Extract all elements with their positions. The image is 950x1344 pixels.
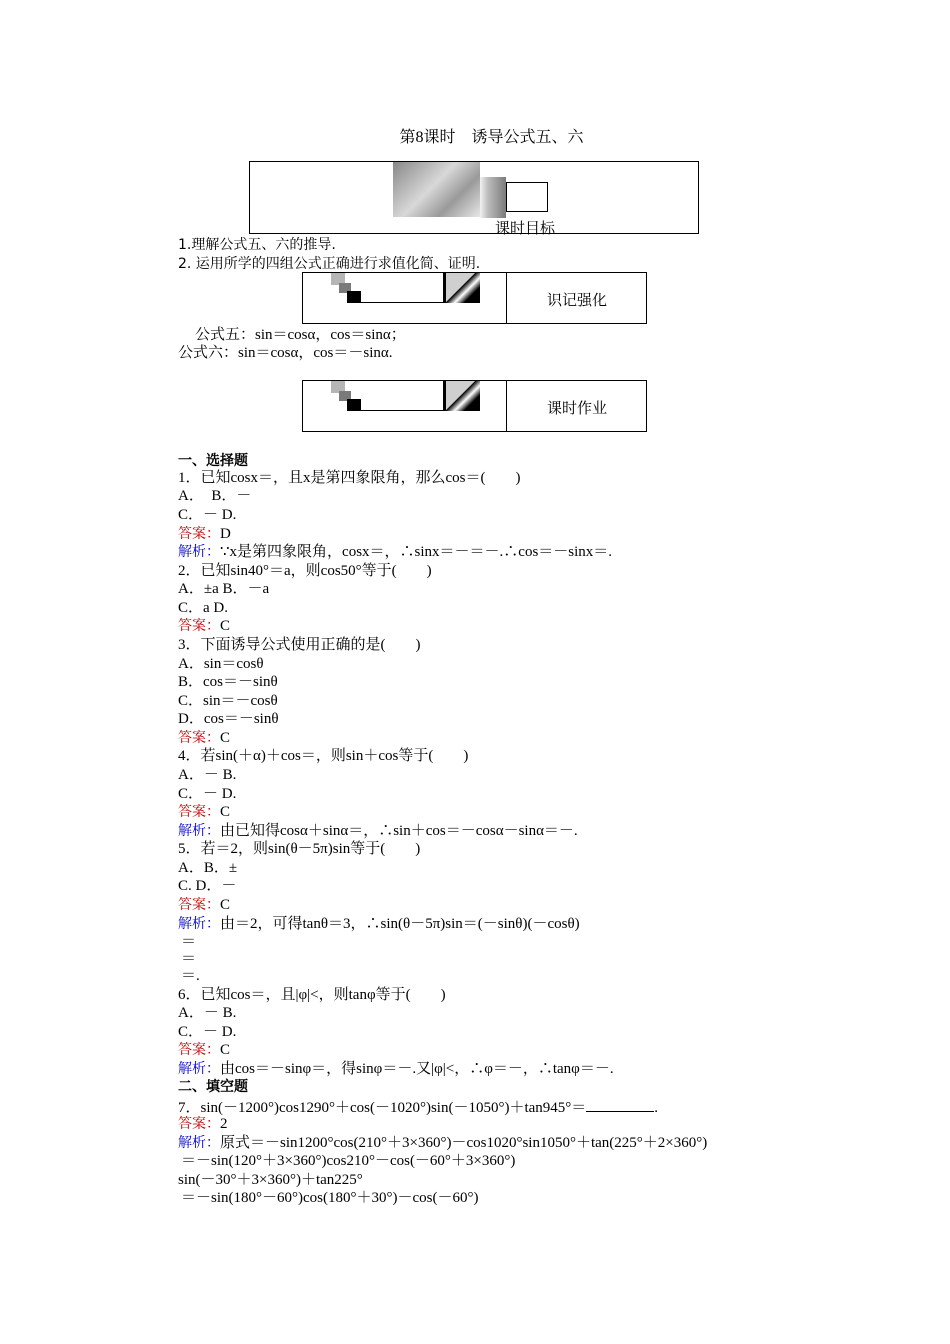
line-text: C．－ D. (178, 786, 237, 802)
line-text: C．a D. (178, 600, 228, 616)
line-q1 (178, 469, 520, 487)
banner-decoration (347, 291, 361, 303)
banner-decoration-tile (446, 273, 480, 303)
line-text: C．－ D. (178, 507, 237, 523)
line-text: A．－ B. (178, 1005, 237, 1021)
answer-label: 答案： (178, 1116, 220, 1132)
banner-homework-label: 课时作业 (546, 399, 607, 417)
line-q2ab (178, 580, 269, 598)
line-text: 5．若＝2，则sin(θ－5π)sin等于( ) (178, 841, 421, 857)
line-q4ab (178, 766, 236, 784)
goal-1: 1.理解公式五、六的推导. (178, 237, 336, 253)
banner-memory (302, 272, 647, 324)
line-q1ab (178, 487, 251, 505)
line-q5jx (178, 915, 580, 933)
answer-label: 答案： (178, 1042, 220, 1058)
line-text: ＝ (181, 951, 197, 967)
line-q6cd (178, 1023, 236, 1041)
line-q3c (178, 692, 278, 710)
line-q1ans (178, 525, 231, 543)
banner-homework (302, 380, 647, 432)
line-text: D (220, 526, 231, 542)
analysis-label: 解析： (178, 916, 220, 932)
line-text: 由＝2，可得tanθ＝3，∴sin(θ－5π)sin＝(－sinθ)(－cosθ) (220, 916, 580, 932)
line-text: C (220, 730, 231, 746)
line-q6jx (178, 1060, 614, 1078)
line-text: 7．sin(－1200°)cos1290°＋cos(－1020°)sin(－1050°)＋tan945°＝ (178, 1100, 587, 1116)
line-q3b (178, 673, 278, 691)
line-q7e3 (181, 1189, 478, 1207)
line-q7 (178, 1097, 658, 1117)
answer-label: 答案： (178, 730, 220, 746)
line-text: 4．若sin(＋α)＋cos＝，则sin＋cos等于( ) (178, 748, 469, 764)
line-q5e2 (181, 950, 196, 968)
line-q4ans (178, 803, 230, 821)
line-q2cd (178, 599, 228, 617)
page-title: 第8课时 诱导公式五、六 (399, 129, 584, 146)
line-q3ans (178, 729, 230, 747)
formula-six: 公式六：sin＝cosα，cos＝－sinα. (178, 345, 393, 361)
line-q6 (178, 986, 446, 1004)
banner-decoration (393, 162, 480, 217)
line-q5e1 (181, 933, 196, 951)
line-text: 6．已知cos＝，且|φ|<，则tanφ等于( ) (178, 987, 446, 1003)
line-text: ＝ (181, 934, 197, 950)
analysis-label: 解析： (178, 1061, 220, 1077)
analysis-label: 解析： (178, 1135, 220, 1151)
banner-decoration-box (506, 182, 548, 212)
line-text: D．cos＝－sinθ (178, 711, 279, 727)
line-q3d (178, 710, 279, 728)
line-text: 1．已知cosx＝，且x是第四象限角，那么cos＝( ) (178, 470, 521, 486)
line-q3 (178, 636, 421, 654)
line-text: 由cos＝－sinφ＝，得sinφ＝－.又|φ|<，∴φ＝－，∴tanφ＝－. (220, 1061, 614, 1077)
line-sec2 (178, 1078, 248, 1096)
line-text: C (220, 804, 231, 820)
line-text: A．－ B. (178, 767, 237, 783)
answer-label: 答案： (178, 804, 220, 820)
line-q7jx (178, 1134, 707, 1152)
line-text: C (220, 618, 231, 634)
banner-lesson-goals (249, 161, 699, 237)
line-q7e2 (178, 1171, 363, 1189)
line-q5e3 (181, 967, 200, 985)
answer-label: 答案： (178, 897, 220, 913)
banner-decoration-tile (446, 381, 480, 411)
goal-2: 2. 运用所学的四组公式正确进行求值化简、证明. (178, 256, 481, 272)
analysis-label: 解析： (178, 544, 220, 560)
line-text: 二、填空题 (178, 1079, 248, 1095)
line-text: 由已知得cosα＋sinα＝，∴sin＋cos＝－cosα－sinα＝－. (220, 823, 578, 839)
banner-decoration (347, 399, 361, 411)
line-q4 (178, 747, 468, 765)
line-q4jx (178, 822, 578, 840)
line-text: C．－ D. (178, 1024, 237, 1040)
answer-label: 答案： (178, 618, 220, 634)
line-q5ans (178, 896, 230, 914)
analysis-label: 解析： (178, 823, 220, 839)
line-text: C (220, 897, 231, 913)
answer-label: 答案： (178, 526, 220, 542)
line-text: ＝. (181, 968, 200, 984)
line-text: B．cos＝－sinθ (178, 674, 278, 690)
line-text: C. D．－ (178, 878, 237, 894)
line-q1jx (178, 543, 612, 561)
line-text: 2．已知sin40°＝a，则cos50°等于( ) (178, 563, 432, 579)
line-text: 3．下面诱导公式使用正确的是( ) (178, 637, 421, 653)
formula-five: 公式五：sin＝cosα，cos＝sinα； (195, 327, 406, 343)
banner-decoration-line (361, 302, 443, 303)
line-q6ans (178, 1041, 230, 1059)
line-q3a (178, 655, 264, 673)
answer-blank (586, 1097, 654, 1112)
line-q2ans (178, 617, 230, 635)
line-text: ∵x是第四象限角，cosx＝，∴sinx＝－＝－.∴cos＝－sinx＝. (220, 544, 613, 560)
banner-goals-label: 课时目标 (494, 219, 555, 237)
line-q7e1 (181, 1152, 515, 1170)
line-text: A．sin＝cosθ (178, 656, 264, 672)
line-q5 (178, 840, 420, 858)
line-text: ＝－sin(120°＋3×360°)cos210°－cos(－60°＋3×360°) (181, 1153, 516, 1169)
line-q5cd (178, 877, 236, 895)
line-q2 (178, 562, 432, 580)
line-text: . (654, 1100, 659, 1116)
line-text: 原式＝－sin1200°cos(210°＋3×360°)－cos1020°sin1050°＋tan(225°＋2×360°) (220, 1135, 708, 1151)
line-text: A．B．± (178, 860, 238, 876)
line-text: sin(－30°＋3×360°)＋tan225° (178, 1172, 363, 1188)
line-text: C (220, 1042, 231, 1058)
section-heading: 一、选择题 (178, 453, 248, 469)
line-text: 2 (220, 1116, 228, 1132)
line-q6ab (178, 1004, 236, 1022)
line-text: ＝－sin(180°－60°)cos(180°＋30°)－cos(－60°) (181, 1190, 479, 1206)
banner-memory-label: 识记强化 (546, 291, 607, 309)
line-q1cd (178, 506, 236, 524)
line-text: A． B．－ (178, 488, 252, 504)
line-q7ans (178, 1115, 228, 1133)
banner-decoration-bar (480, 177, 506, 218)
line-text: C．sin＝－cosθ (178, 693, 278, 709)
line-q5ab (178, 859, 237, 877)
line-q4cd (178, 785, 236, 803)
banner-decoration-line (361, 410, 443, 411)
line-text: A．±a B．－a (178, 581, 270, 597)
